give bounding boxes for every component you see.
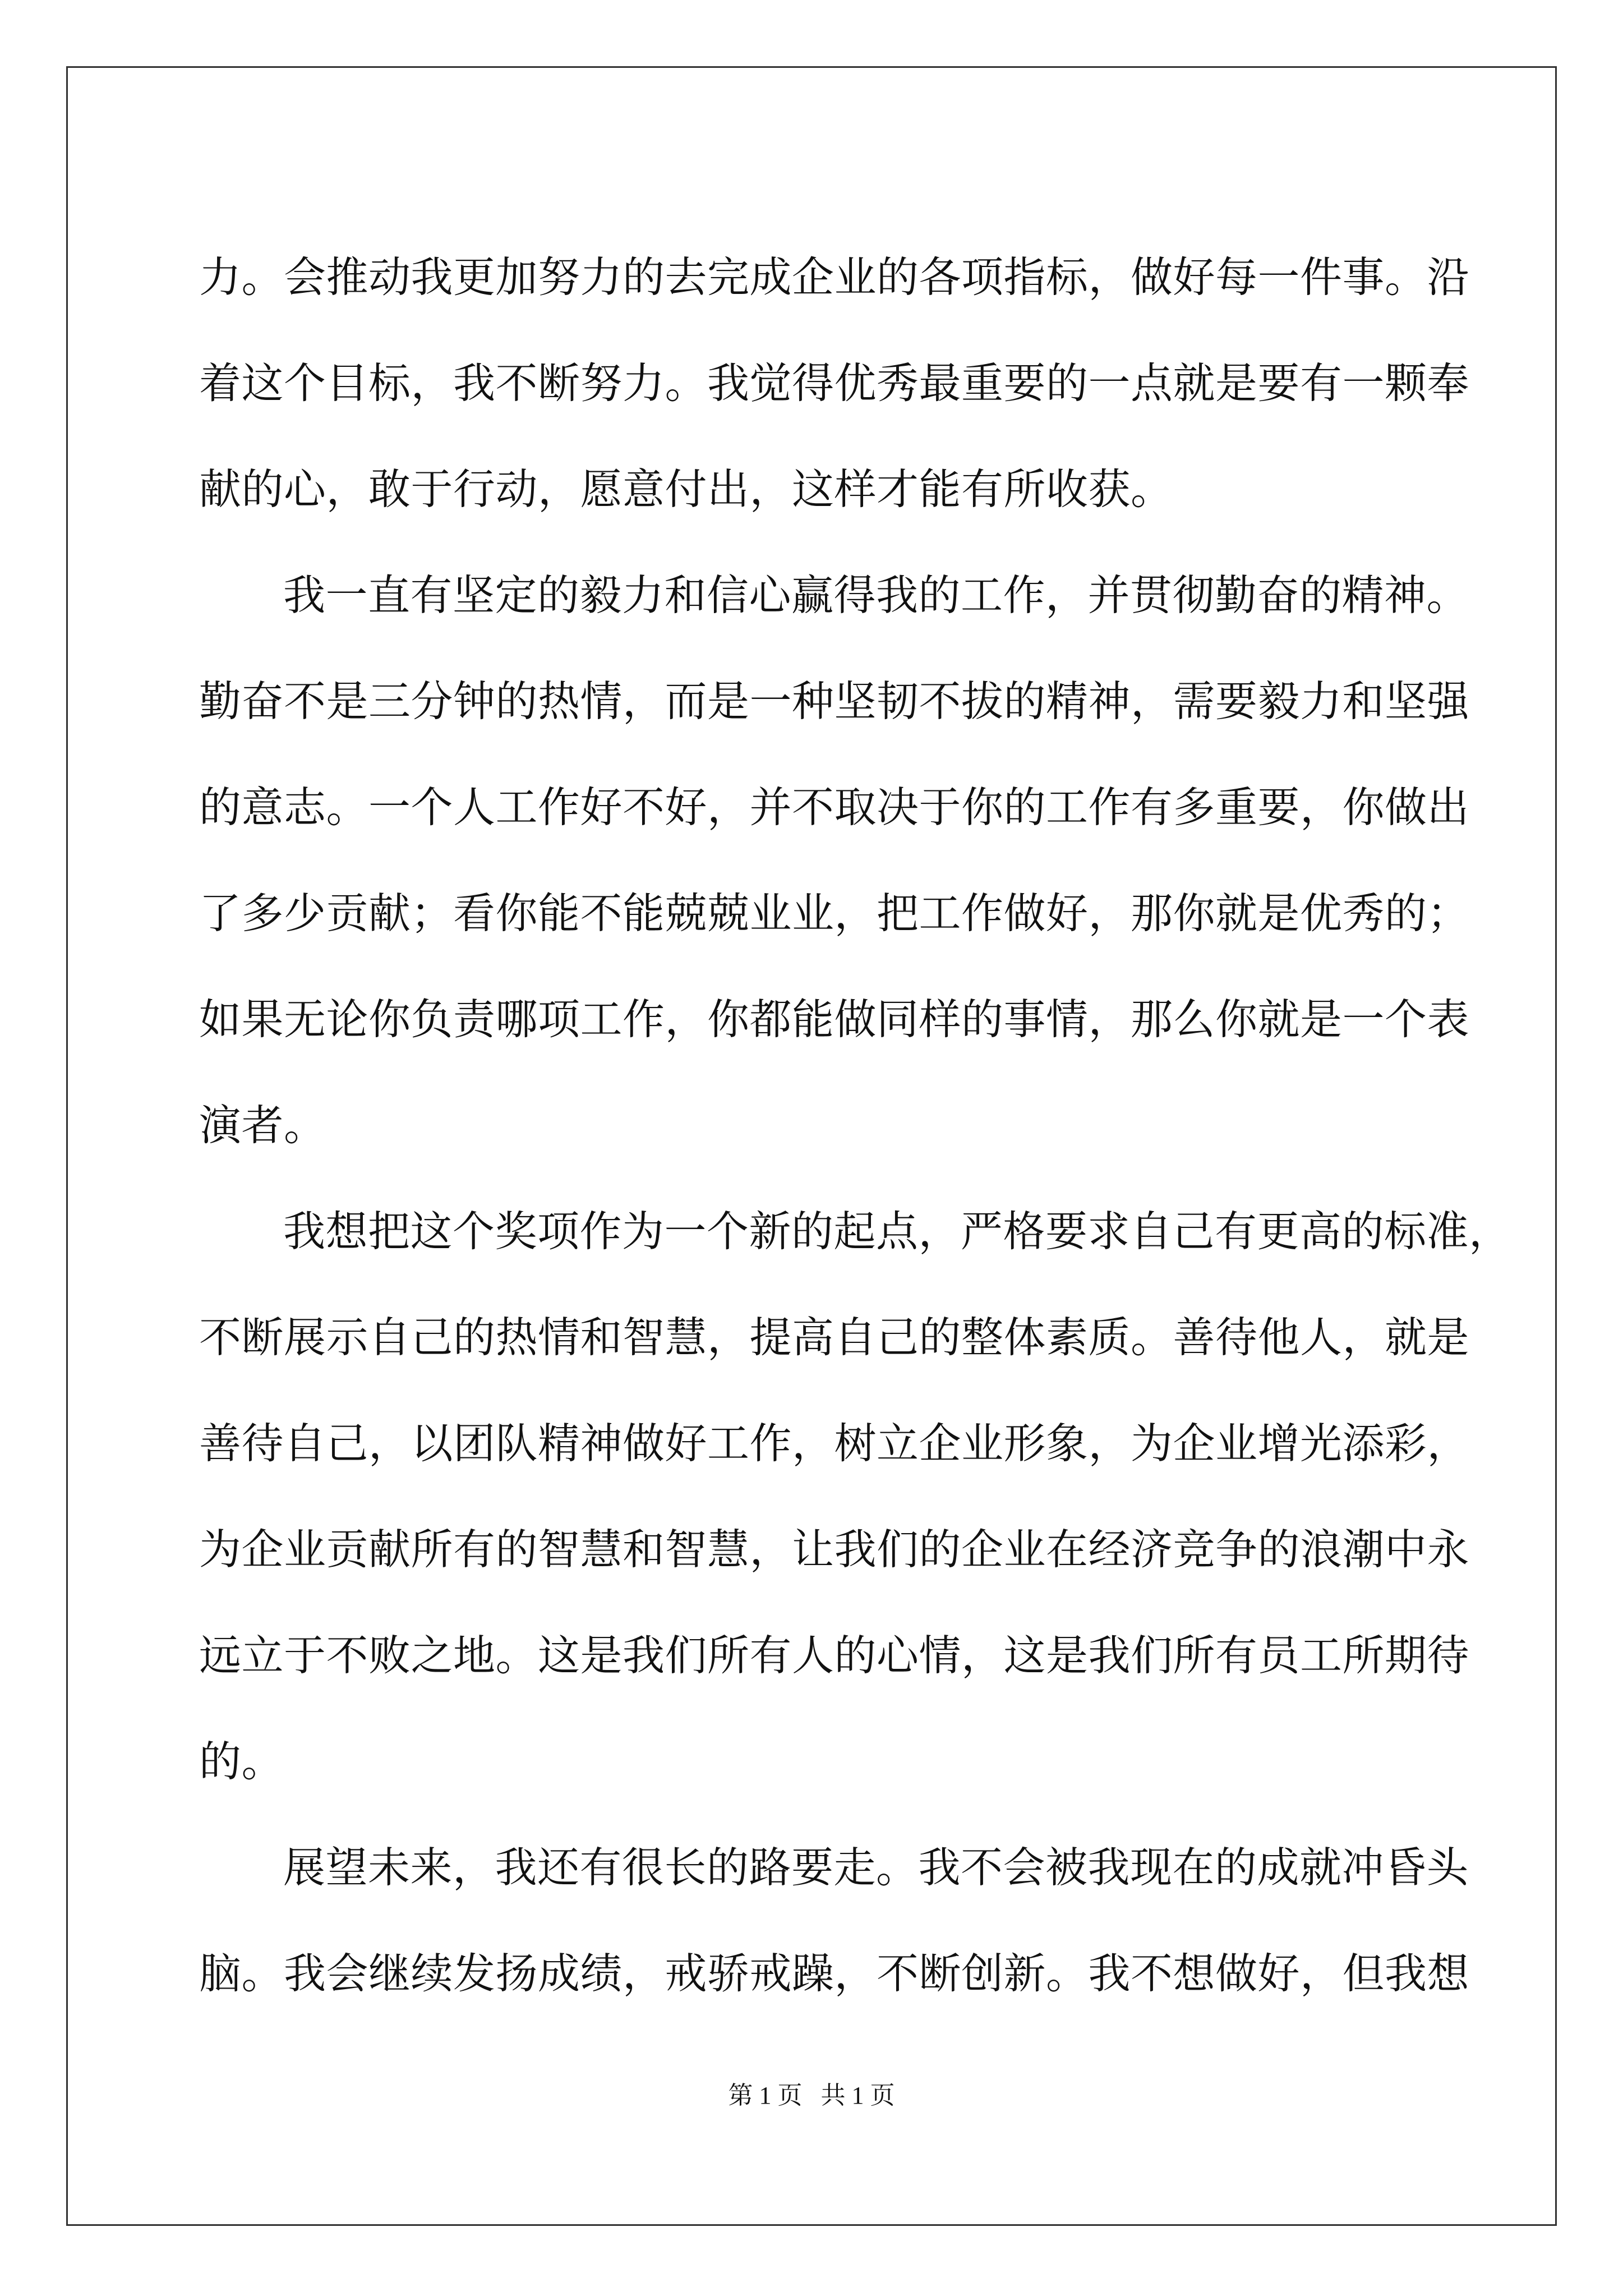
page-number-footer: 第 1 页 共 1 页 [728, 2082, 895, 2109]
text-line: 善待自己，以团队精神做好工作，树立企业形象，为企业增光添彩， [199, 1419, 1470, 1468]
text-line: 如果无论你负责哪项工作，你都能做同样的事情，那么你就是一个表 [199, 995, 1470, 1044]
text-line: 不断展示自己的热情和智慧，提高自己的整体素质。善待他人，就是 [199, 1313, 1470, 1362]
text-line: 的意志。一个人工作好不好，并不取决于你的工作有多重要，你做出 [199, 783, 1470, 832]
text-line: 为企业贡献所有的智慧和智慧，让我们的企业在经济竞争的浪潮中永 [199, 1525, 1470, 1574]
text-line: 勤奋不是三分钟的热情，而是一种坚韧不拔的精神，需要毅力和坚强 [199, 677, 1470, 726]
text-line: 脑。我会继续发扬成绩，戒骄戒躁，不断创新。我不想做好，但我想 [199, 1949, 1470, 1998]
text-line: 了多少贡献；看你能不能兢兢业业，把工作做好，那你就是优秀的； [199, 889, 1470, 938]
document-body [199, 224, 1511, 2027]
paragraph-start-line: 我想把这个奖项作为一个新的起点，严格要求自己有更高的标准， [283, 1207, 1511, 1256]
text-line: 力。会推动我更加努力的去完成企业的各项指标，做好每一件事。沿 [199, 252, 1470, 302]
paragraph-start-line: 我一直有坚定的毅力和信心赢得我的工作，并贯彻勤奋的精神。 [283, 570, 1469, 620]
paragraph-start-line: 展望未来，我还有很长的路要走。我不会被我现在的成就冲昏头 [283, 1843, 1469, 1892]
text-line: 的。 [199, 1737, 284, 1786]
text-line: 远立于不败之地。这是我们所有人的心情，这是我们所有员工所期待 [199, 1631, 1470, 1680]
text-line: 着这个目标，我不断努力。我觉得优秀最重要的一点就是要有一颗奉 [199, 358, 1470, 408]
text-line: 献的心，敢于行动，愿意付出，这样才能有所收获。 [199, 464, 1173, 514]
text-line: 演者。 [199, 1101, 326, 1150]
